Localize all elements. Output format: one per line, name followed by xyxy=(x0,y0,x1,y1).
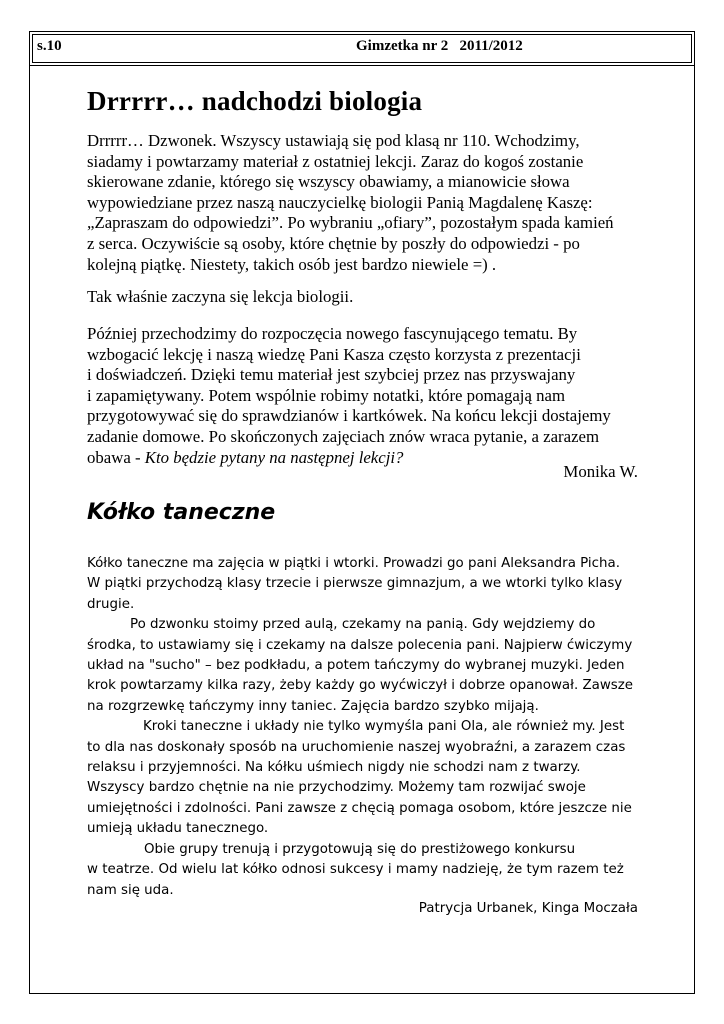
article-paragraph xyxy=(87,131,647,275)
text-line: kolejną piątkę. Niestety, takich osób jest bardzo niewiele =) . xyxy=(87,254,497,274)
text-line: drugie. xyxy=(87,596,135,612)
article-title-biology: Drrrrr… nadchodzi biologia xyxy=(87,86,423,116)
page-header xyxy=(29,31,695,66)
article-body-dance xyxy=(87,554,647,901)
text-line: w teatrze. Od wielu lat kółko odnosi sukcesy i mamy nadzieję, że tym razem też xyxy=(87,862,624,878)
text-line: Wszyscy bardzo chętnie na nie przychodzimy. Możemy tam rozwijać swoje xyxy=(87,780,586,796)
text-line: z serca. Oczywiście są osoby, które chętnie by poszły do odpowiedzi - po xyxy=(87,233,580,253)
article-paragraph xyxy=(87,324,647,468)
text-line: W piątki przychodzą klasy trzecie i pierwsze gimnazjum, a we wtorki tylko klasy xyxy=(87,576,623,592)
text-line: relaksu i przyjemności. Na kółku uśmiech nigdy nie schodzi nam z twarzy. xyxy=(87,760,581,776)
text-line: i doświadczeń. Dzięki temu materiał jest szybciej przez nas przyswajany xyxy=(87,365,576,385)
text-line: Obie grupy trenują i przygotowują się do prestiżowego konkursu xyxy=(144,841,576,857)
text-line: Kółko taneczne ma zajęcia w piątki i wtorki. Prowadzi go pani Aleksandra Picha. xyxy=(87,556,620,571)
text-line: krok powtarzamy kilka razy, żeby każdy go wyćwiczył i dobrze opanował. Zawsze xyxy=(87,678,634,694)
text-line: wypowiedziane przez naszą nauczycielkę biologii Panią Magdalenę Kaszę: xyxy=(87,192,593,212)
article-title-dance: Kółko taneczne xyxy=(87,500,276,525)
text-line: wzbogacić lekcję i naszą wiedzę Pani Kasza często korzysta z prezentacji xyxy=(87,344,581,364)
text-line: Później przechodzimy do rozpoczęcia nowego fascynującego tematu. By xyxy=(87,324,578,343)
issue-label: Gimzetka nr 2 2011/2012 xyxy=(356,38,523,54)
article-authors: Patrycja Urbanek, Kinga Moczała xyxy=(418,901,638,916)
article-author: Monika W. xyxy=(563,462,638,481)
text-line: siadamy i powtarzamy materiał z ostatniej lekcji. Zaraz do kogoś zostanie xyxy=(87,151,584,171)
text-line: układ na "sucho" – bez podkładu, a potem tańczymy do wybranej muzyki. Jeden xyxy=(87,658,625,674)
text-line: środka, to ustawiamy się i czekamy na dalsze polecenia pani. Najpierw ćwiczymy xyxy=(87,637,633,653)
text-line: umieją układu tanecznego. xyxy=(87,821,269,837)
text-line: nam się uda. xyxy=(87,882,174,898)
text-line: na rozgrzewkę tańczymy inny taniec. Zajęcia bardzo szybko mijają. xyxy=(87,698,539,714)
article-paragraph xyxy=(87,287,647,308)
text-line: skierowane zdanie, którego się wszyscy obawiamy, a mianowicie słowa xyxy=(87,172,570,192)
text-fragment: obawa - xyxy=(87,447,145,467)
text-line: „Zapraszam do odpowiedzi”. Po wybraniu „ofiary”, pozostałym spada kamień xyxy=(87,213,614,233)
text-line: umiejętności i zdolności. Pani zawsze z chęcią pomaga osobom, które jeszcze nie xyxy=(87,800,632,816)
text-line: zadanie domowe. Po skończonych zajęciach znów wraca pytanie, a zarazem xyxy=(87,426,600,446)
text-line: i zapamiętywany. Potem wspólnie robimy notatki, które pomagają nam xyxy=(87,385,565,405)
text-line: Po dzwonku stoimy przed aulą, czekamy na panią. Gdy wejdziemy do xyxy=(130,617,596,633)
text-line: Drrrrr… Dzwonek. Wszyscy ustawiają się pod klasą nr 110. Wchodzimy, xyxy=(87,131,580,150)
text-line: to dla nas doskonały sposób na uruchomienie naszej wyobraźni, a zarazem czas xyxy=(87,739,626,755)
text-line: Tak właśnie zaczyna się lekcja biologii. xyxy=(87,287,354,306)
text-line: Kroki taneczne i układy nie tylko wymyśla pani Ola, ale również my. Jest xyxy=(143,719,625,735)
page-number: s.10 xyxy=(37,38,62,54)
italic-question: Kto będzie pytany na następnej lekcji? xyxy=(144,447,404,467)
text-line: przygotowywać się do sprawdzianów i kartkówek. Na końcu lekcji dostajemy xyxy=(87,406,611,426)
